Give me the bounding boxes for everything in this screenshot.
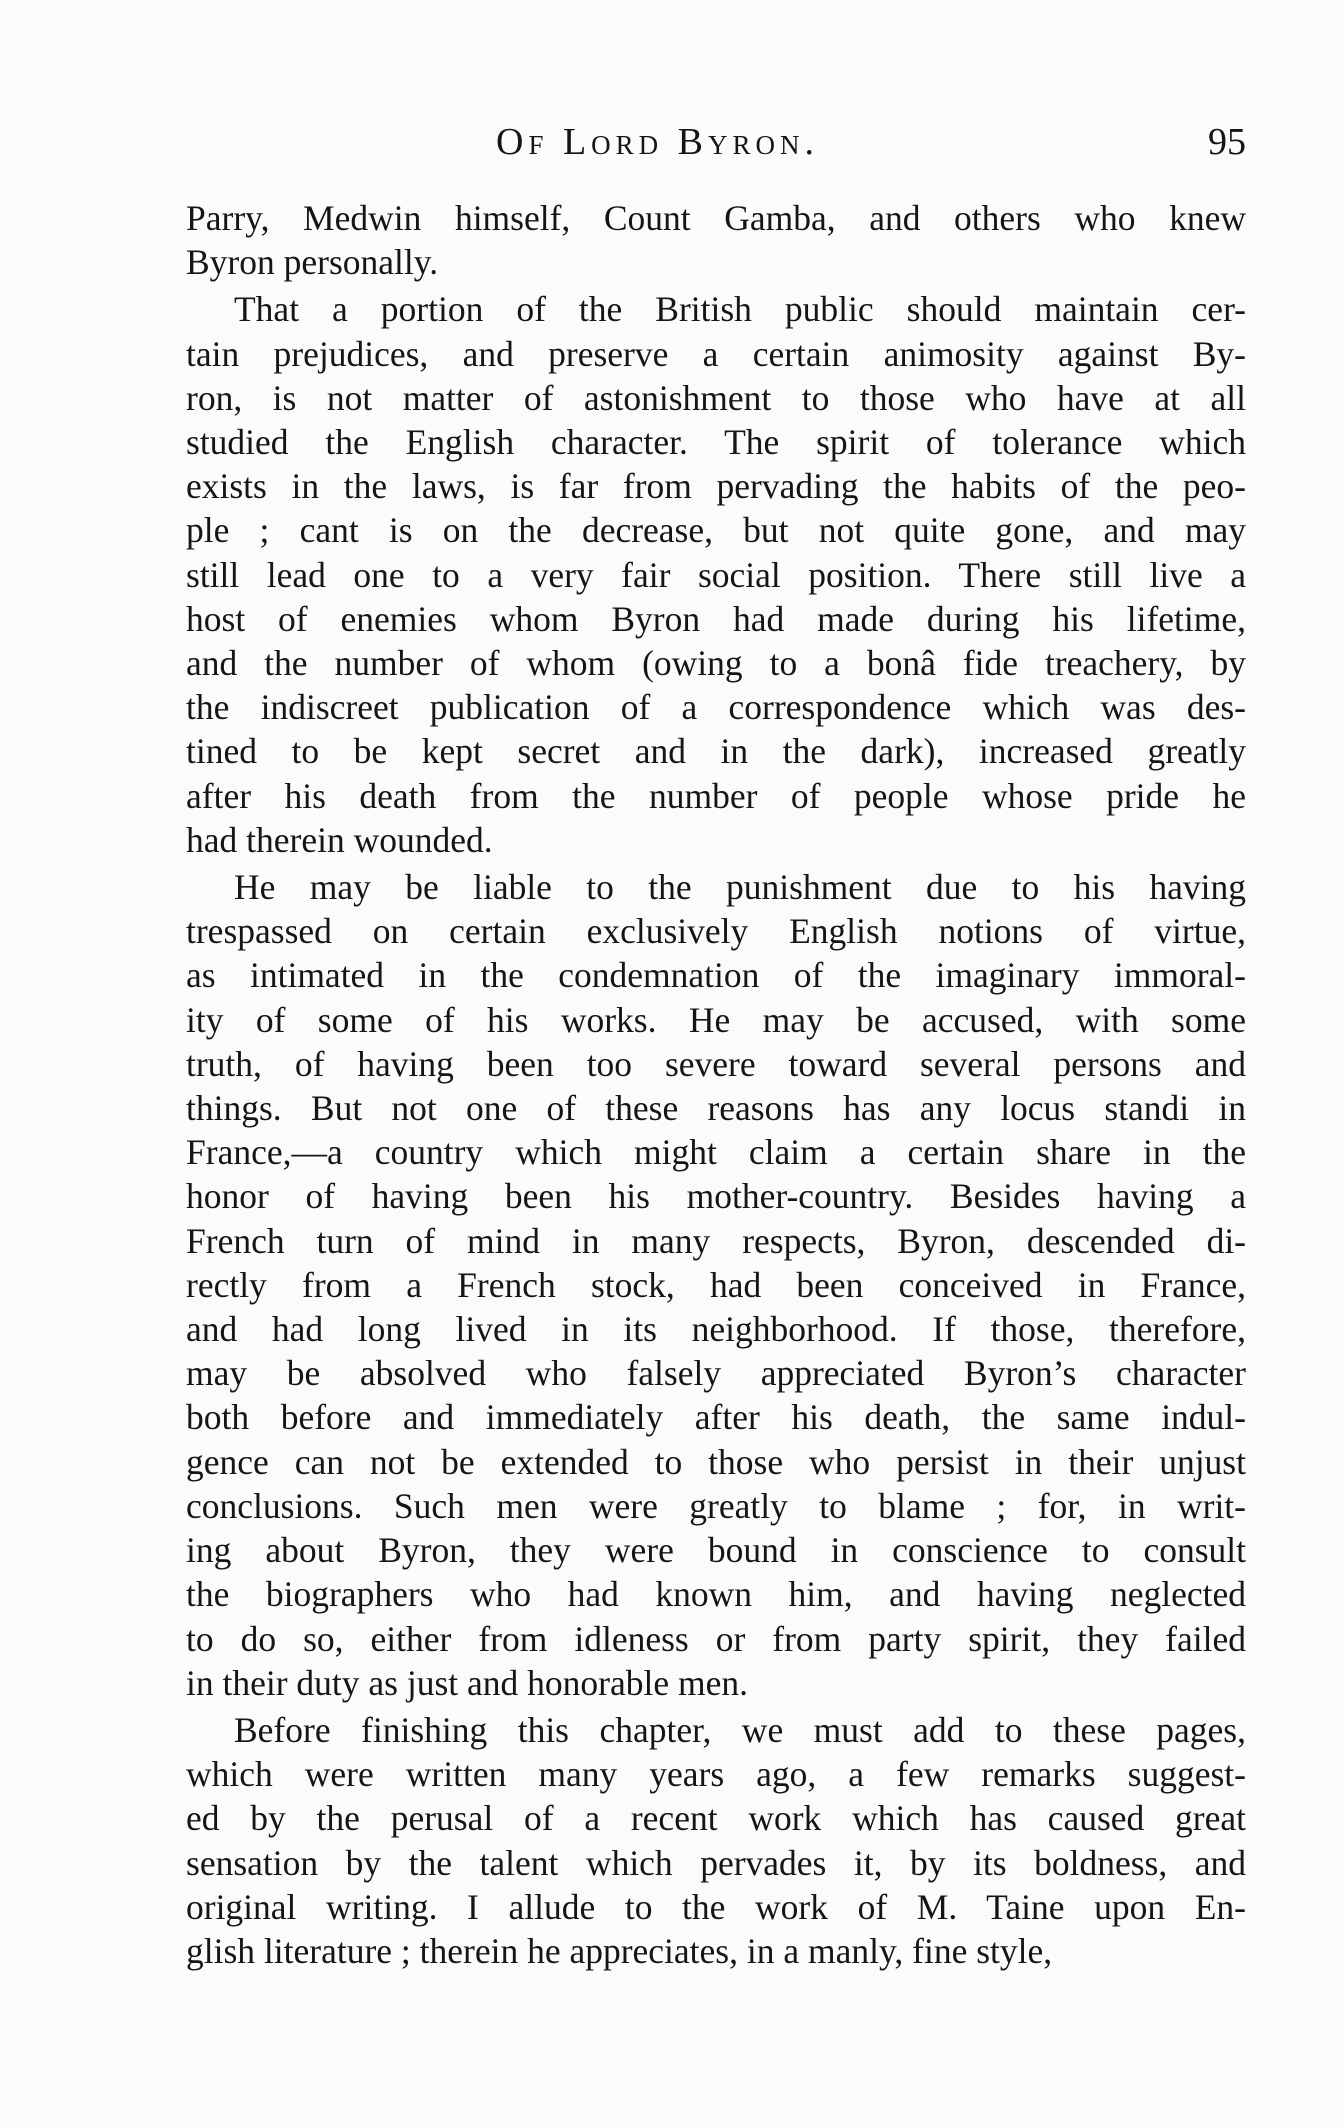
text-line: to do so, either from idleness or from party spirit, they failed (186, 1618, 1246, 1659)
text-line: Before finishing this chapter, we must add to these pages, (234, 1709, 1246, 1750)
text-line: He may be liable to the punishment due to his having (234, 867, 1246, 908)
text-line: ple ; cant is on the decrease, but not quite gone, and may (186, 510, 1246, 551)
text-line: sensation by the talent which pervades it, by its boldness, and (186, 1842, 1246, 1883)
text-line: tain prejudices, and preserve a certain animosity against By- (186, 333, 1246, 374)
text-line: which were written many years ago, a few remarks suggest- (186, 1754, 1246, 1795)
text-line: rectly from a French stock, had been conceived in France, (186, 1264, 1246, 1305)
text-line: ing about Byron, they were bound in conscience to consult (186, 1530, 1246, 1571)
body-text (186, 196, 1246, 1973)
paragraph (186, 287, 1246, 862)
text-line: original writing. I allude to the work of M. Taine upon En- (186, 1886, 1246, 1927)
text-line: conclusions. Such men were greatly to blame ; for, in writ- (186, 1485, 1246, 1526)
text-line: had therein wounded. (186, 819, 493, 860)
text-line: tined to be kept secret and in the dark), increased greatly (186, 731, 1246, 772)
text-line: French turn of mind in many respects, Byron, descended di- (186, 1220, 1246, 1261)
text-line: things. But not one of these reasons has any locus standi in (186, 1088, 1246, 1129)
text-line: Byron personally. (186, 242, 439, 283)
text-line: in their duty as just and honorable men. (186, 1662, 748, 1703)
text-line: ed by the perusal of a recent work which has caused great (186, 1798, 1246, 1839)
text-line: studied the English character. The spirit of tolerance which (186, 422, 1246, 463)
text-line: truth, of having been too severe toward several persons and (186, 1043, 1246, 1084)
paragraph (186, 196, 1246, 284)
text-line: exists in the laws, is far from pervading the habits of the peo- (186, 466, 1246, 507)
text-line: gence can not be extended to those who persist in their unjust (186, 1441, 1246, 1482)
page-number: 95 (1208, 121, 1246, 163)
text-line: may be absolved who falsely appreciated Byron’s character (186, 1353, 1246, 1394)
text-line: ron, is not matter of astonishment to those who have at all (186, 377, 1246, 418)
paragraph (186, 865, 1246, 1705)
text-line: and had long lived in its neighborhood. If those, therefore, (186, 1309, 1246, 1350)
text-line: glish literature ; therein he appreciates, in a manly, fine style, (186, 1930, 1053, 1971)
text-line: honor of having been his mother-country. Besides having a (186, 1176, 1246, 1217)
text-line: as intimated in the condemnation of the imaginary immoral- (186, 955, 1246, 996)
text-line: both before and immediately after his death, the same indul- (186, 1397, 1246, 1438)
text-line: the biographers who had known him, and having neglected (186, 1574, 1246, 1615)
text-line: still lead one to a very fair social position. There still live a (186, 554, 1246, 595)
running-title: Of Lord Byron. (496, 121, 820, 163)
text-line: and the number of whom (owing to a bonâ fide treachery, by (186, 643, 1246, 684)
text-line: after his death from the number of people whose pride he (186, 775, 1246, 816)
text-line: France,—a country which might claim a certain share in the (186, 1132, 1246, 1173)
text-line: That a portion of the British public should maintain cer- (234, 289, 1246, 330)
text-line: host of enemies whom Byron had made during his lifetime, (186, 598, 1246, 639)
text-line: Parry, Medwin himself, Count Gamba, and others who knew (186, 198, 1246, 238)
paragraph (186, 1708, 1246, 1973)
text-line: the indiscreet publication of a correspondence which was des- (186, 687, 1246, 728)
text-line: trespassed on certain exclusively English notions of virtue, (186, 911, 1246, 952)
text-line: ity of some of his works. He may be accused, with some (186, 999, 1246, 1040)
running-head (186, 120, 1246, 180)
